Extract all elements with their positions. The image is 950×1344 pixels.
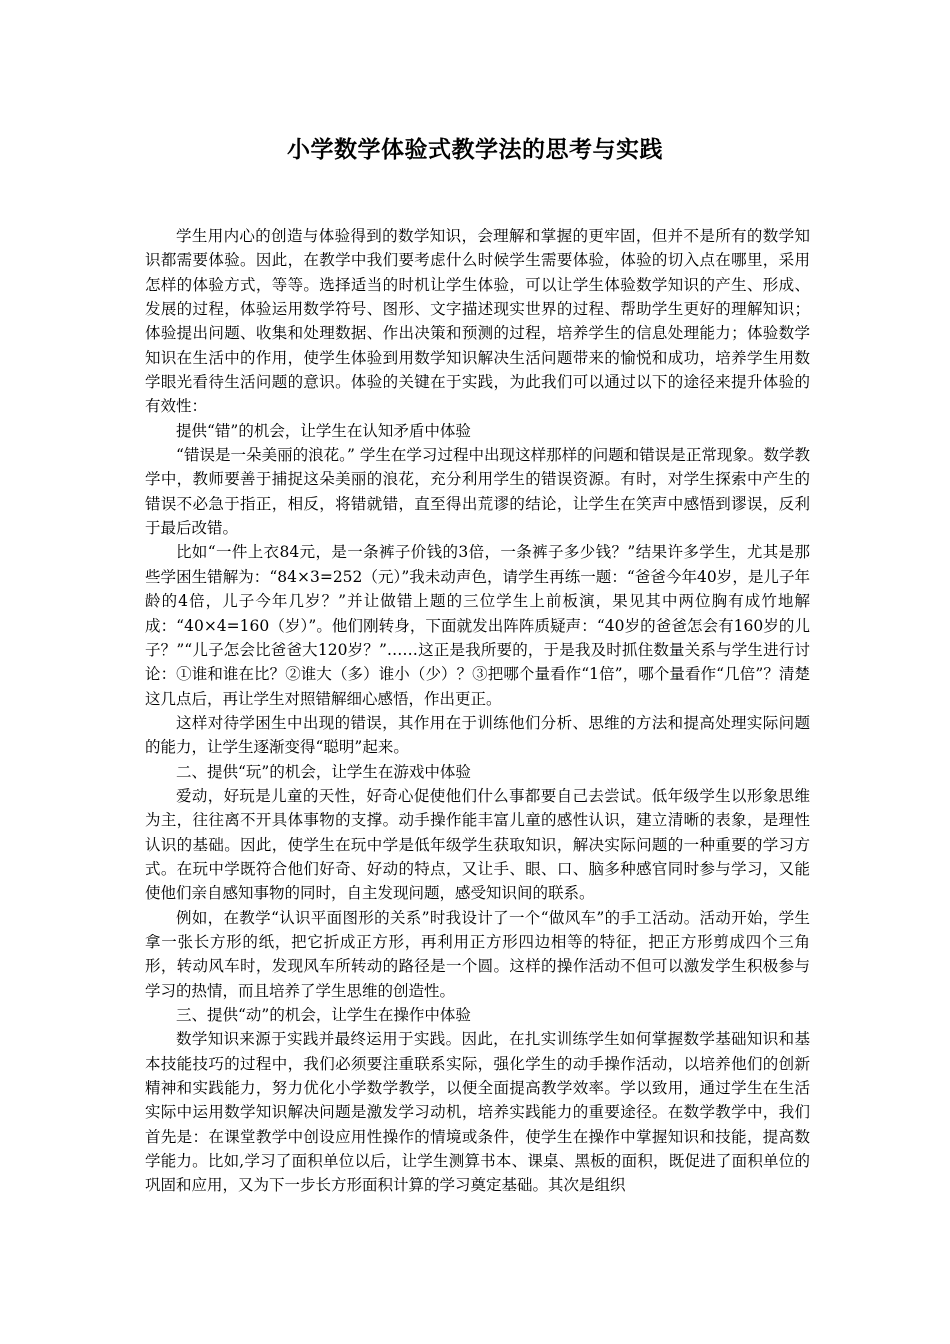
paragraph-mistakes-quote: “错误是一朵美丽的浪花。” 学生在学习过程中出现这样那样的问题和错误是正常现象。数学教学中，教师要善于捕捉这朵美丽的浪花，充分利用学生的错误资源。有时，对学生探索中产生的错误不必急于指正，相反，将错就错，直至得出荒谬的结论，让学生在笑声中感悟到谬误，反利于最后改错。 <box>145 446 810 538</box>
document-title: 小学数学体验式教学法的思考与实践 <box>287 136 663 163</box>
paragraph-intro: 学生用内心的创造与体验得到的数学知识，会理解和掌握的更牢固，但并不是所有的数学知识都需要体验。因此，在教学中我们要考虑什么时候学生需要体验，体验的切入点在哪里，采用怎样的体验方式，等等。选择适当的时机让学生体验，可以让学生体验数学知识的产生、形成、发展的过程，体验运用数学符号、图形、文字描述现实世界的过程、帮助学生更好的理解知识；体验提出问题、收集和处理数据、作出决策和预测的过程，培养学生的信息处理能力；体验数学知识在生活中的作用，使学生体验到用数学知识解决生活问题带来的愉悦和成功，培养学生用数学眼光看待生活问题的意识。体验的关键在于实践，为此我们可以通过以下的途径来提升体验的有效性： <box>145 227 810 416</box>
paragraph-mistakes-example: 比如“一件上衣84元，是一条裤子价钱的3倍，一条裤子多少钱？”结果许多学生，尤其是那些学困生错解为：“84×3=252（元）”我未动声色，请学生再练一题：“爸爸今年40岁，是儿子年龄的4倍，儿子今年几岁？”并让做错上题的三位学生上前板演，果见其中两位胸有成竹地解成：“40×4=160（岁）”。他们刚转身，下面就发出阵阵质疑声：“40岁的爸爸怎会有160岁的儿子？”“儿子怎会比爸爸大120岁？”……这正是我所要的，于是我及时抓住数量关系与学生进行讨论：①谁和谁在比？②谁大（多）谁小（少）？③把哪个量看作“1倍”，哪个量看作“几倍”？清楚这几点后，再让学生对照错解细心感悟，作出更正。 <box>145 543 810 708</box>
paragraph-mistakes-effect: 这样对待学困生中出现的错误，其作用在于训练他们分析、思维的方法和提高处理实际问题的能力，让学生逐渐变得“聪明”起来。 <box>145 713 810 757</box>
document-body <box>145 224 810 1198</box>
paragraph-play-nature: 爱动，好玩是儿童的天性，好奇心促使他们什么事都要自己去尝试。低年级学生以形象思维为主，往往离不开具体事物的支撑。动手操作能丰富儿童的感性认识，建立清晰的表象，是理性认识的基础。因此，使学生在玩中学是低年级学生获取知识，解决实际问题的一种重要的学习方式。在玩中学既符合他们好奇、好动的特点，又让手、眼、口、脑多种感官同时参与学习，又能使他们亲自感知事物的同时，自主发现问题，感受知识间的联系。 <box>145 786 810 903</box>
section-heading-play: 二、提供“玩”的机会，让学生在游戏中体验 <box>176 762 471 781</box>
section-heading-operation: 三、提供“动”的机会，让学生在操作中体验 <box>176 1006 471 1024</box>
paragraph-play-example: 例如，在教学“认识平面图形的关系”时我设计了一个“做风车”的手工活动。活动开始，学生拿一张长方形的纸，把它折成正方形，再利用正方形四边相等的特征，把正方形剪成四个三角形，转动风车时，发现风车所转动的路径是一个圆。这样的操作活动不但可以激发学生积极参与学习的热情，而且培养了学生思维的创造性。 <box>145 908 810 1000</box>
paragraph-operation-practice: 数学知识来源于实践并最终运用于实践。因此，在扎实训练学生如何掌握数学基础知识和基本技能技巧的过程中，我们必须要注重联系实际，强化学生的动手操作活动，以培养他们的创新精神和实践能力，努力优化小学数学教学，以便全面提高教学效率。学以致用，通过学生在生活实际中运用数学知识解决问题是激发学习动机，培养实践能力的重要途径。在数学教学中，我们首先是：在课堂教学中创设应用性操作的情境或条件，使学生在操作中掌握知识和技能，提高数学能力。比如,学习了面积单位以后，让学生测算书本、课桌、黑板的面积，既促进了面积单位的巩固和应用，又为下一步长方形面积计算的学习奠定基础。其次是组织 <box>145 1030 810 1195</box>
section-heading-mistakes: 提供“错”的机会，让学生在认知矛盾中体验 <box>176 421 471 440</box>
